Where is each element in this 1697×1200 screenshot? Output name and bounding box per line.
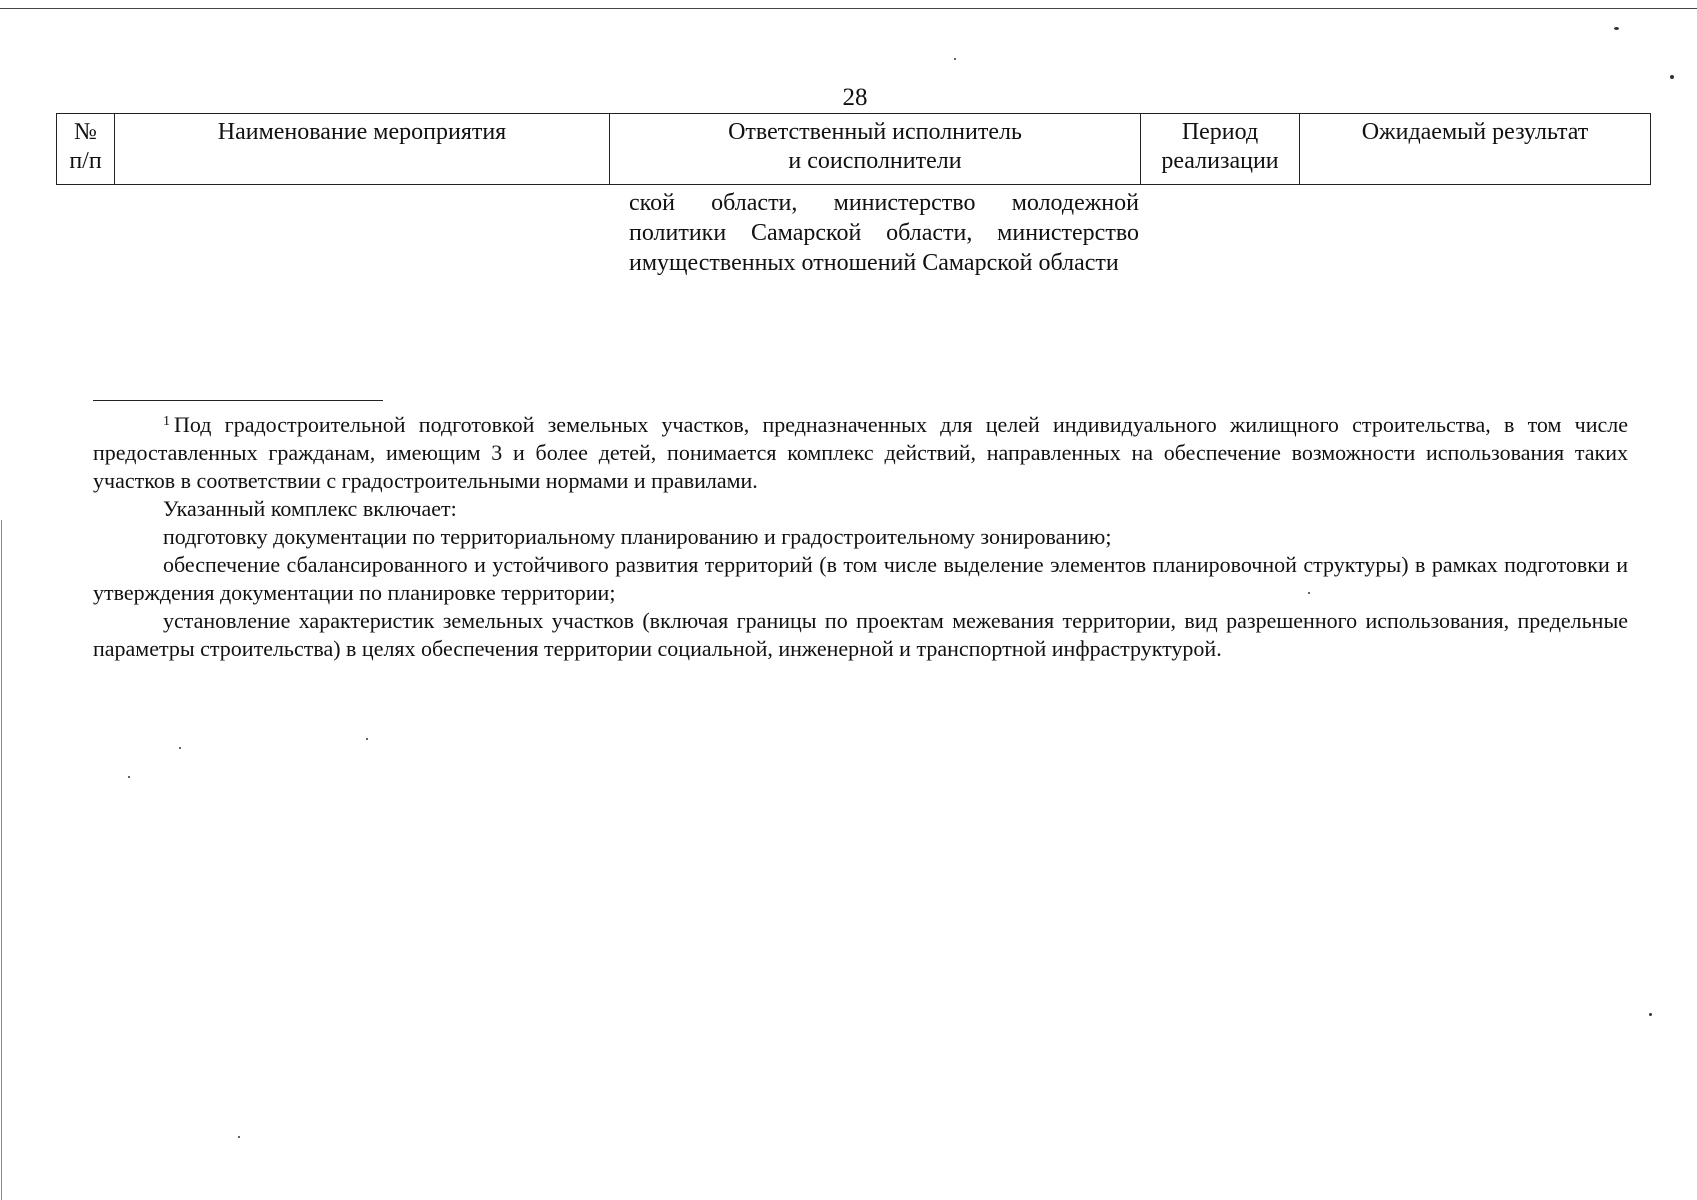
header-cell-name	[115, 114, 610, 185]
header-number-line-2: п/п	[69, 148, 102, 174]
header-executor-line-2: и соисполнители	[788, 148, 962, 174]
scan-speck	[1614, 27, 1619, 30]
scan-speck	[1670, 75, 1674, 79]
footnote-paragraph: подготовку документации по территориальному планированию и градостроительному зонированию;	[163, 524, 1112, 549]
footnote-separator	[93, 400, 383, 401]
scan-top-border-line	[0, 8, 1697, 9]
footnote-paragraph: установление характеристик земельных участков (включая границы по проектам межевания территории, вид разрешенного использования, предельные параметры строительства) в целях обеспечения территории социальной, инженерной и транспортной инфраструктурой.	[93, 608, 1628, 661]
footnote-paragraph-text: Под градостроительной подготовкой земельных участков, предназначенных для целей индивидуального жилищного строительства, в том числе предоставленных гражданам, имеющим 3 и более детей, понимается комплекс действий, направленных на обеспечение возможности использования таких участков в соответствии с градостроительными нормами и правилами.	[93, 412, 1628, 493]
scan-speck	[954, 58, 956, 60]
scan-left-edge-line	[1, 520, 2, 1200]
footnote-paragraph: Указанный комплекс включает:	[163, 496, 457, 521]
header-cell-executor	[610, 114, 1141, 185]
header-period-line-2: реализации	[1161, 148, 1279, 174]
footnote-paragraph	[93, 411, 1628, 495]
footnote-paragraph: обеспечение сбалансированного и устойчивого развития территорий (в том числе выделение элементов планировочной структуры) в рамках подготовки и утверждения документации по планировке территории;	[93, 552, 1628, 605]
scan-speck	[179, 747, 181, 749]
scan-speck	[128, 776, 130, 778]
table-header	[56, 113, 1651, 185]
header-name-label: Наименование мероприятия	[217, 119, 507, 145]
scan-speck	[366, 738, 368, 740]
scan-speck	[1308, 592, 1310, 594]
header-cell-result	[1300, 114, 1651, 185]
header-cell-period	[1141, 114, 1300, 185]
executor-continuation-text: ской области, министерство молодежной политики Самарской области, министерство имущественных отношений Самарской области	[629, 190, 1139, 276]
header-executor-line-1: Ответственный исполнитель	[728, 119, 1022, 145]
scan-speck	[1649, 1013, 1652, 1016]
scan-speck	[238, 1136, 240, 1138]
header-cell-number	[57, 114, 115, 185]
footnote	[93, 411, 1628, 663]
header-number-line-1: №	[74, 119, 97, 145]
page-number: 28	[842, 84, 868, 111]
footnote-marker: 1	[163, 414, 170, 429]
header-result-label: Ожидаемый результат	[1361, 119, 1589, 145]
table-header-row	[57, 114, 1651, 185]
header-period-line-1: Период	[1181, 119, 1259, 145]
